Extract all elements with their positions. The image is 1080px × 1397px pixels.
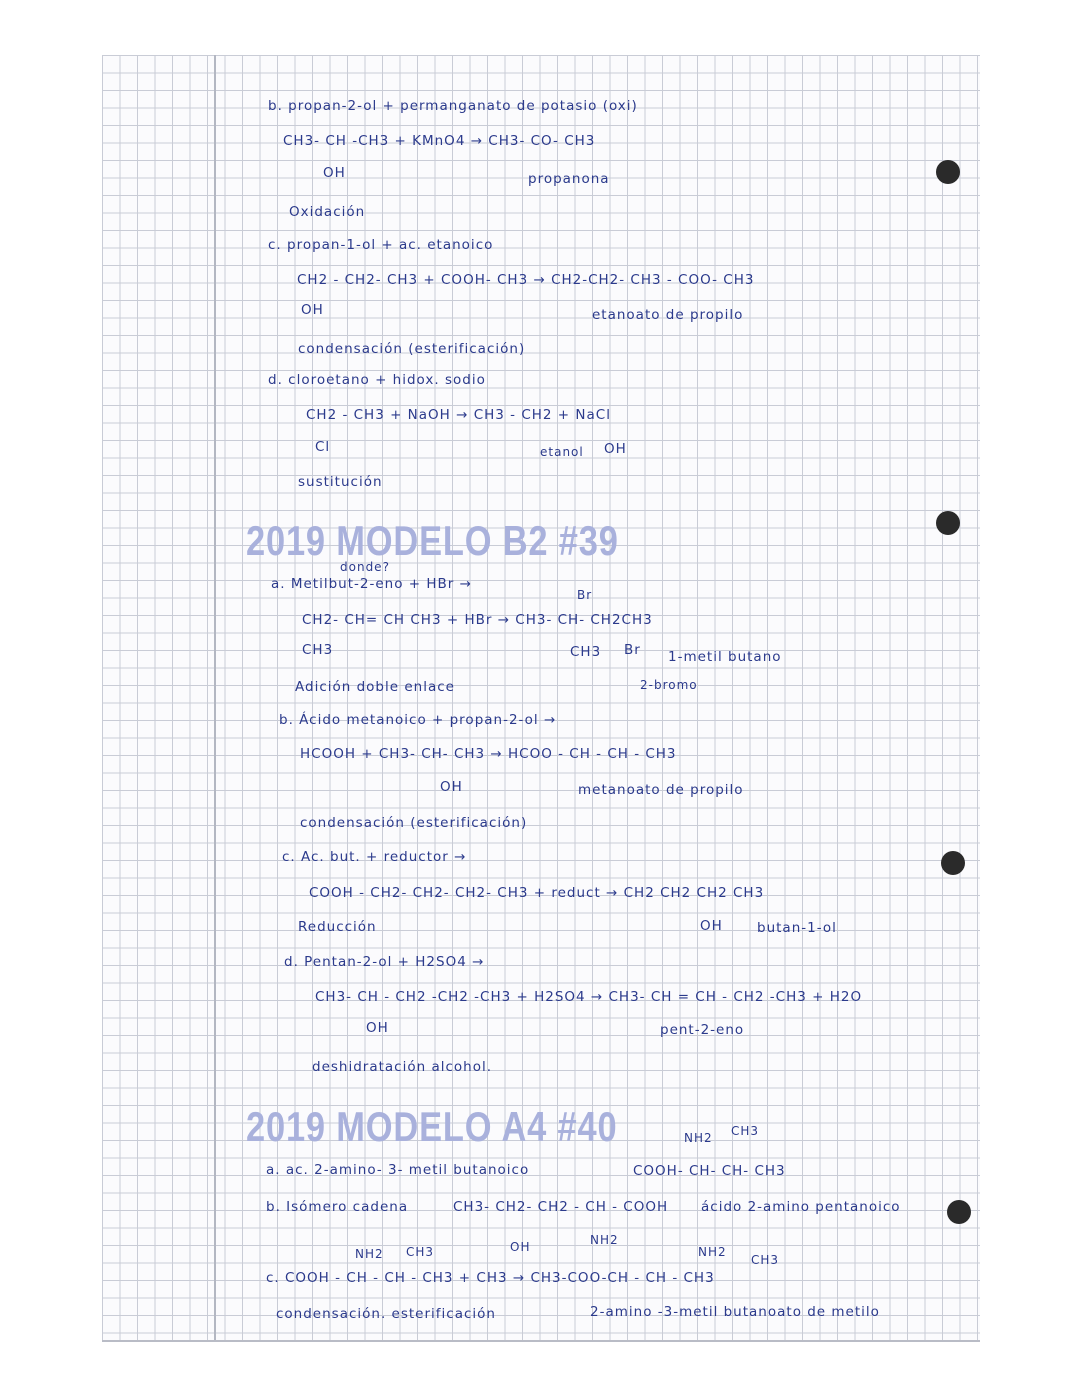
note-donde: donde? xyxy=(340,560,390,574)
reaction-b4-formula: CH3- CH2- CH2 - CH - COOH xyxy=(453,1199,669,1215)
reaction-c-equation: CH2 - CH2- CH3 + COOH- CH3 → CH2-CH2- CH3 - COO- CH3 xyxy=(297,272,755,288)
reaction-c-type: condensación (esterificación) xyxy=(298,341,526,357)
reaction-b4-title: b. Isómero cadena xyxy=(266,1199,409,1215)
margin-line xyxy=(214,55,216,1340)
reaction-b-title: b. propan-2-ol + permanganato de potasio (oxi) xyxy=(268,98,638,114)
reaction-a4-title: a. ac. 2-amino- 3- metil butanoico xyxy=(266,1162,530,1178)
reaction-a2-name1: 1-metil butano xyxy=(668,649,782,665)
reaction-c-product: etanoato de propilo xyxy=(592,307,744,323)
reaction-a4-ch3: CH3 xyxy=(731,1124,760,1138)
reaction-a2-equation: CH2- CH= CH CH3 + HBr → CH3- CH- CH2CH3 xyxy=(302,612,653,628)
reaction-c-title: c. propan-1-ol + ac. etanoico xyxy=(268,237,494,253)
reaction-c2-type: Reducción xyxy=(298,919,377,935)
reaction-b4-nh2: NH2 xyxy=(590,1233,619,1247)
reaction-b2-type: condensación (esterificación) xyxy=(300,815,528,831)
reaction-d2-title: d. Pentan-2-ol + H2SO4 → xyxy=(284,954,485,970)
reaction-a2-br: Br xyxy=(624,642,641,658)
reaction-c2-title: c. Ac. but. + reductor → xyxy=(282,849,467,865)
reaction-a2-br-top: Br xyxy=(577,588,593,602)
reaction-b-type: Oxidación xyxy=(289,204,366,220)
reaction-d2-product: pent-2-eno xyxy=(660,1022,745,1038)
reaction-c4-ch3-b: CH3 xyxy=(751,1253,780,1267)
binder-hole xyxy=(947,1200,971,1224)
reaction-d-oh: OH xyxy=(604,441,627,457)
reaction-a2-name2: 2-bromo xyxy=(640,678,698,692)
reaction-a2-ch3: CH3 xyxy=(302,642,334,658)
binder-hole xyxy=(936,160,960,184)
reaction-c4-product: 2-amino -3-metil butanoato de metilo xyxy=(590,1304,880,1320)
reaction-c4-equation: c. COOH - CH - CH - CH3 + CH3 → CH3-COO-CH - CH - CH3 xyxy=(266,1270,715,1286)
reaction-c2-oh: OH xyxy=(700,918,723,934)
reaction-d-title: d. cloroetano + hidox. sodio xyxy=(268,372,486,388)
reaction-a2-type: Adición doble enlace xyxy=(295,679,455,695)
binder-hole xyxy=(936,511,960,535)
reaction-d2-oh: OH xyxy=(366,1020,389,1036)
reaction-d-cl: Cl xyxy=(315,439,331,455)
reaction-d2-equation: CH3- CH - CH2 -CH2 -CH3 + H2SO4 → CH3- CH = CH - CH2 -CH3 + H2O xyxy=(315,989,863,1005)
reaction-d2-type: deshidratación alcohol. xyxy=(312,1059,493,1075)
reaction-d-type: sustitución xyxy=(298,474,383,490)
reaction-b-oh: OH xyxy=(323,165,346,181)
reaction-a4-nh2: NH2 xyxy=(684,1131,713,1145)
reaction-b2-equation: HCOOH + CH3- CH- CH3 → HCOO - CH - CH - CH3 xyxy=(300,746,677,762)
reaction-a4-formula: COOH- CH- CH- CH3 xyxy=(633,1163,786,1179)
reaction-a2-title: a. Metilbut-2-eno + HBr → xyxy=(271,576,472,592)
reaction-c4-oh: OH xyxy=(510,1240,531,1254)
binder-hole xyxy=(941,851,965,875)
reaction-d-equation: CH2 - CH3 + NaOH → CH3 - CH2 + NaCl xyxy=(306,407,611,423)
reaction-c4-nh2: NH2 xyxy=(355,1247,384,1261)
reaction-b2-title: b. Ácido metanoico + propan-2-ol → xyxy=(279,712,557,728)
reaction-b-equation: CH3- CH -CH3 + KMnO4 → CH3- CO- CH3 xyxy=(283,133,596,149)
reaction-c-oh: OH xyxy=(301,302,324,318)
reaction-b4-name: ácido 2-amino pentanoico xyxy=(701,1199,901,1215)
section-heading-a4: 2019 MODELO A4 #40 xyxy=(246,1103,618,1150)
reaction-d-product: etanol xyxy=(540,445,584,459)
reaction-c2-product: butan-1-ol xyxy=(757,920,837,936)
reaction-c4-nh2-b: NH2 xyxy=(698,1245,727,1259)
reaction-c4-ch3: CH3 xyxy=(406,1245,435,1259)
reaction-c2-equation: COOH - CH2- CH2- CH2- CH3 + reduct → CH2 CH2 CH2 CH3 xyxy=(309,885,765,901)
reaction-b-product: propanona xyxy=(528,171,610,187)
section-heading-b2: 2019 MODELO B2 #39 xyxy=(246,517,619,564)
reaction-a2-ch3-right: CH3 xyxy=(570,644,602,660)
reaction-b2-oh: OH xyxy=(440,779,463,795)
reaction-c4-type: condensación. esterificación xyxy=(276,1306,496,1322)
reaction-b2-product: metanoato de propilo xyxy=(578,782,744,798)
